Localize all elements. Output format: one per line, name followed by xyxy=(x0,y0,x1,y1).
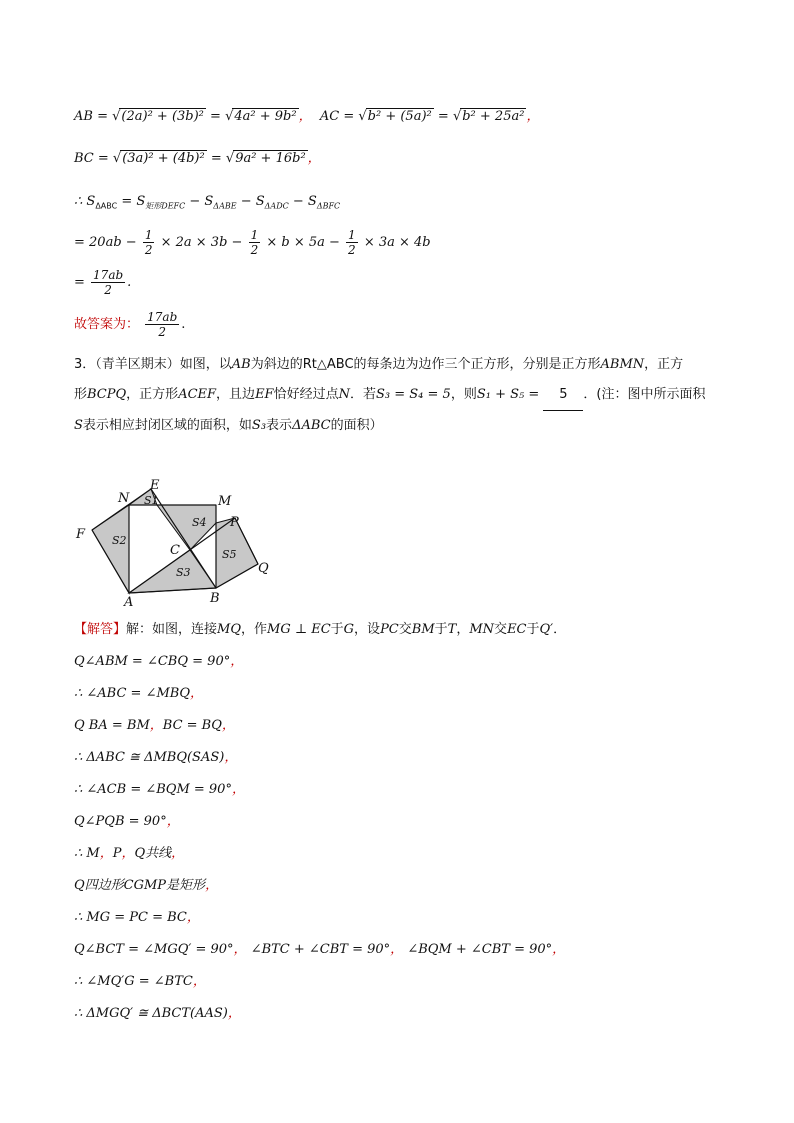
label-n: N xyxy=(118,491,130,506)
solution-t1: 解：如图，连接 xyxy=(126,622,218,637)
math-mn: MN xyxy=(469,622,495,637)
problem-t5: ，且边 xyxy=(216,387,256,402)
frac-den: 2 xyxy=(144,243,153,257)
area-eq: = S xyxy=(117,194,146,209)
problem-t9: ．(注：图中所示面积 xyxy=(583,387,706,402)
answer-end: . xyxy=(181,317,186,332)
label-p: P xyxy=(230,515,239,530)
label-c: C xyxy=(170,543,180,558)
problem-t11: 表示 xyxy=(266,418,293,433)
solution-t4: ，设 xyxy=(354,622,381,637)
sqrt-symbol: √ xyxy=(225,109,234,124)
ab-radicand-2: 4a² + 9b² xyxy=(234,109,297,124)
formula-result xyxy=(74,268,131,298)
math-pc: PC xyxy=(380,622,399,637)
bc-end: ， xyxy=(307,151,321,166)
formula-ab-ac xyxy=(74,108,539,125)
step-6: Q∠PQB = 90°， xyxy=(74,814,180,829)
formula-expand xyxy=(74,228,431,258)
math-s3: S₃ xyxy=(251,418,267,433)
bc-eq: = xyxy=(210,151,222,166)
frac-num: 17ab xyxy=(147,310,178,324)
step-3: Q BA = BM，BC = BQ， xyxy=(74,718,235,733)
math-bm: BM xyxy=(411,622,435,637)
problem-intro: 3．（青羊区期末）如图，以 xyxy=(74,357,232,372)
label-a: A xyxy=(124,595,134,608)
step-10: Q∠BCT = ∠MGQ′ = 90°， ∠BTC + ∠CBT = 90°， ∠BQM + ∠CBT = 90°， xyxy=(74,942,566,957)
bc-lhs: BC = xyxy=(74,151,109,166)
step-5: ∴ ∠ACB = ∠BQM = 90°， xyxy=(74,782,245,797)
step-7: ∴ M，P，Q共线， xyxy=(74,846,185,861)
step-12: ∴ ΔMGQ′ ≅ ΔBCT(AAS)， xyxy=(74,1006,241,1021)
expand-start: = 20ab − xyxy=(74,235,137,250)
ab-radicand-1: (2a)² + (3b)² xyxy=(121,109,204,124)
area-minus-2: − S xyxy=(236,194,265,209)
frac-den: 2 xyxy=(158,325,167,339)
result-eq: = xyxy=(74,275,85,290)
solution-t5: 交 xyxy=(398,622,412,637)
frac-num: 17ab xyxy=(93,268,124,282)
math-g: G xyxy=(343,622,355,637)
formula-area xyxy=(74,194,340,215)
math-ab: AB xyxy=(231,357,251,372)
problem-t10: 表示相应封闭区域的面积，如 xyxy=(82,418,252,433)
frac-den: 2 xyxy=(348,243,356,257)
sqrt-symbol: √ xyxy=(112,109,121,124)
problem-text xyxy=(74,350,734,441)
step-9: ∴ MG = PC = BC， xyxy=(74,910,200,925)
fraction-half-3 xyxy=(346,228,358,257)
solution-t2: ，作 xyxy=(241,622,268,637)
area-sub-5: ΔBFC xyxy=(316,201,341,211)
label-s3: S3 xyxy=(176,566,191,579)
sqrt-symbol: √ xyxy=(112,151,122,166)
frac-num: 1 xyxy=(250,228,259,242)
solution-t8: 交 xyxy=(494,622,508,637)
expand-term-2: × b × 5a − xyxy=(266,235,340,250)
label-e: E xyxy=(150,478,160,493)
math-q-prime: Q′ xyxy=(539,622,554,637)
frac-den: 2 xyxy=(104,283,112,297)
label-q: Q xyxy=(258,561,269,576)
label-s2: S2 xyxy=(112,534,127,547)
area-minus-3: − S xyxy=(288,194,317,209)
label-s1: S1 xyxy=(144,494,159,507)
math-condition: S₃ = S₄ = 5 xyxy=(375,387,451,402)
formula-bc xyxy=(74,150,321,167)
ac-radicand-2: b² + 25a² xyxy=(462,109,525,124)
problem-t3: 形 xyxy=(74,387,88,402)
problem-t1: 为斜边的Rt△ABC的每条边为边作三个正方形，分别是正方形 xyxy=(250,357,601,372)
math-ec: EC xyxy=(507,622,527,637)
label-s4: S4 xyxy=(192,516,207,529)
solution-t3: 于 xyxy=(330,622,344,637)
bc-radicand-2: 9a² + 16b² xyxy=(235,151,306,166)
ac-end: ， xyxy=(526,109,540,124)
label-f: F xyxy=(76,527,86,542)
step-8: Q四边形CGMP是矩形， xyxy=(74,878,219,893)
math-mq: MQ xyxy=(217,622,241,637)
math-ef: EF xyxy=(255,387,274,402)
math-n: N xyxy=(338,387,350,402)
math-bcpq: BCPQ xyxy=(87,387,127,402)
geometry-figure xyxy=(70,478,290,608)
solution-t10: ． xyxy=(553,622,567,637)
ac-lhs: AC = xyxy=(319,109,355,124)
solution-t7: ， xyxy=(456,622,470,637)
math-t: T xyxy=(447,622,457,637)
math-ask: S₁ + S₅ = xyxy=(476,387,540,402)
result-end: . xyxy=(127,275,132,290)
label-s5: S5 xyxy=(222,548,237,561)
ab-lhs: AB = xyxy=(74,109,108,124)
math-s: S xyxy=(74,418,83,433)
math-acef: ACEF xyxy=(178,387,217,402)
step-1: Q∠ABM = ∠CBQ = 90°， xyxy=(74,654,244,669)
math-abmn: ABMN xyxy=(600,357,645,372)
solution-t6: 于 xyxy=(434,622,448,637)
frac-num: 1 xyxy=(348,228,356,242)
area-sub-4: ΔADC xyxy=(264,201,289,211)
expand-term-1: × 2a × 3b − xyxy=(160,235,243,250)
problem-t7: ．若 xyxy=(349,387,376,402)
label-m: M xyxy=(218,494,232,509)
solution-tag: 【解答】 xyxy=(74,622,127,637)
area-sub-1: ΔABC xyxy=(95,201,118,211)
area-sub-3: ΔABE xyxy=(213,201,237,211)
region-s2 xyxy=(92,505,129,593)
problem-t8: ，则 xyxy=(450,387,477,402)
fraction-half-2 xyxy=(249,228,261,257)
answer-fraction xyxy=(145,310,179,339)
problem-t6: 恰好经过点 xyxy=(273,387,339,402)
ac-eq: = xyxy=(437,109,449,124)
area-sub-2: 矩形DEFC xyxy=(145,201,186,211)
sqrt-symbol: √ xyxy=(452,109,462,124)
answer-blank: 5 xyxy=(543,380,583,411)
solution-t9: 于 xyxy=(526,622,540,637)
frac-den: 2 xyxy=(250,243,259,257)
ab-eq: = xyxy=(210,109,221,124)
area-start: ∴ S xyxy=(74,194,96,209)
frac-num: 1 xyxy=(144,228,153,242)
step-4: ∴ ΔABC ≅ ΔMBQ(SAS)， xyxy=(74,750,238,765)
problem-t2: ，正方 xyxy=(644,357,684,372)
sqrt-symbol: √ xyxy=(358,109,367,124)
problem-t12: 的面积） xyxy=(330,418,383,433)
math-mg: MG ⊥ EC xyxy=(267,622,331,637)
expand-term-3: × 3a × 4b xyxy=(363,235,431,250)
ab-separator: ， xyxy=(298,109,312,124)
math-triangle: ΔABC xyxy=(292,418,331,433)
answer-line xyxy=(74,310,185,340)
result-fraction xyxy=(91,268,125,297)
fraction-half-1 xyxy=(143,228,155,257)
area-minus-1: − S xyxy=(185,194,214,209)
ac-radicand-1: b² + (5a)² xyxy=(367,109,432,124)
sqrt-symbol: √ xyxy=(225,151,235,166)
label-b: B xyxy=(210,591,220,606)
solution-heading xyxy=(74,622,566,638)
bc-radicand-1: (3a)² + (4b)² xyxy=(122,151,205,166)
step-2: ∴ ∠ABC = ∠MBQ， xyxy=(74,686,204,701)
problem-t4: ，正方形 xyxy=(126,387,179,402)
answer-label: 故答案为： xyxy=(74,317,140,332)
step-11: ∴ ∠MQ′G = ∠BTC， xyxy=(74,974,206,989)
